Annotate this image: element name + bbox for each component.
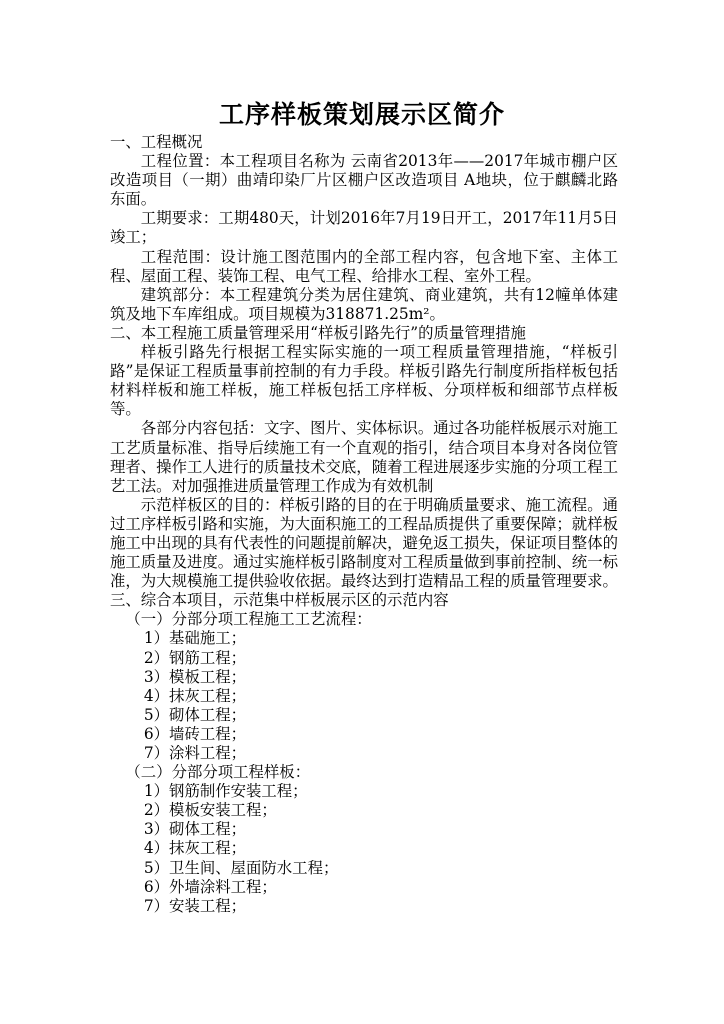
- project-location-paragraph: 工程位置：本工程项目名称为 云南省2013年——2017年城市棚户区改造项目（一期）曲靖印染厂片区棚户区改造项目 A地块，位于麒麟北路东面。: [110, 152, 618, 209]
- section-2-heading: 二、本工程施工质量管理采用“样板引路先行”的质量管理措施: [110, 323, 526, 342]
- list-item: 6）外墙涂料工程；: [143, 877, 277, 896]
- list-item: 7）安装工程；: [143, 896, 247, 915]
- list-item: 2）钢筋工程；: [143, 648, 247, 667]
- list-item: 3）砌体工程；: [143, 820, 247, 839]
- subsection-1-heading: （一）分部分项工程施工工艺流程：: [125, 610, 372, 629]
- list-item: 4）抹灰工程；: [143, 839, 247, 858]
- duration-paragraph: 工期要求：工期480天，计划2016年7月19日开工，2017年11月5日竣工；: [110, 209, 618, 247]
- building-paragraph: 建筑部分：本工程建筑分类为居住建筑、商业建筑，共有12幢单体建筑及地下车库组成。项目规模为318871.25m²。: [110, 285, 618, 323]
- section-2-paragraph-3: 示范样板区的目的：样板引路的目的在于明确质量要求、施工流程。通过工序样板引路和实施，为大面积施工的工程品质提供了重要保障；就样板施工中出现的具有代表性的问题提前解决，避免返工损失，保证项目整体的施工质量及进度。通过实施样板引路制度对工程质量做到事前控制、统一标准，为大规模施工提供验收依据。最终达到打造精品工程的质量管理要求。: [110, 495, 618, 591]
- document-body: [110, 133, 618, 916]
- list-item: 6）墙砖工程；: [143, 724, 247, 743]
- scope-paragraph: 工程范围：设计施工图范围内的全部工程内容，包含地下室、主体工程、屋面工程、装饰工程、电气工程、给排水工程、室外工程。: [110, 247, 618, 285]
- list-item: 5）卫生间、屋面防水工程；: [143, 858, 339, 877]
- list-item: 3）模板工程；: [143, 667, 247, 686]
- page-title: 工序样板策划展示区简介: [218, 100, 505, 129]
- section-2-paragraph-2: 各部分内容包括：文字、图片、实体标识。通过各功能样板展示对施工工艺质量标准、指导后续施工有一个直观的指引，结合项目本身对各岗位管理者、操作工人进行的质量技术交底，随着工程进展逐步实施的分项工程工艺工法。对加强推进质量管理工作成为有效机制: [110, 419, 618, 495]
- list-item: 1）钢筋制作安装工程；: [143, 782, 308, 801]
- list-item: 5）砌体工程；: [143, 705, 247, 724]
- section-3-heading: 三、综合本项目，示范集中样板展示区的示范内容: [110, 591, 449, 610]
- list-item: 7）涂料工程；: [143, 744, 247, 762]
- section-2-paragraph-1: 样板引路先行根据工程实际实施的一项工程质量管理措施，“样板引路”是保证工程质量事前控制的有力手段。样板引路先行制度所指样板包括材料样板和施工样板，施工样板包括工序样板、分项样板和细部节点样板等。: [110, 343, 618, 419]
- list-item: 1）基础施工；: [143, 629, 247, 648]
- list-item: 2）模板安装工程；: [143, 801, 277, 820]
- section-1-heading: 一、工程概况: [110, 133, 203, 151]
- subsection-2-heading: （二）分部分项工程样板：: [125, 763, 311, 782]
- list-item: 4）抹灰工程；: [143, 686, 247, 705]
